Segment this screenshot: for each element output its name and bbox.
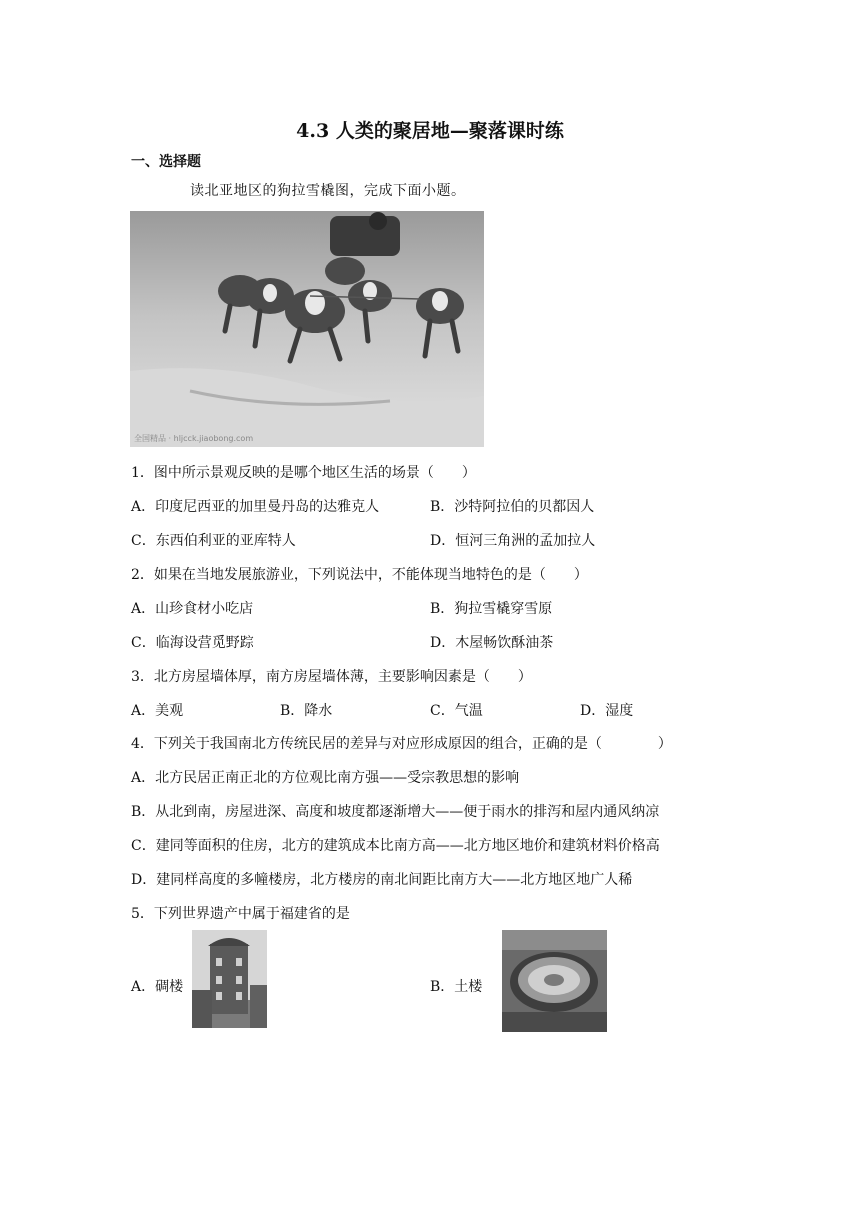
question-5-option-a[interactable]: A．碉楼 <box>131 979 184 995</box>
question-3-stem: 3．北方房屋墙体厚，南方房屋墙体薄，主要影响因素是（ ） <box>131 669 532 685</box>
question-4-option-c[interactable]: C．建同等面积的住房，北方的建筑成本比南方高——北方地区地价和建筑材料价格高 <box>131 838 660 854</box>
question-4-option-b[interactable]: B．从北到南，房屋进深、高度和坡度都逐渐增大——便于雨水的排泻和屋内通风纳凉 <box>131 804 660 820</box>
question-2-option-b[interactable]: B．狗拉雪橇穿雪原 <box>430 601 553 617</box>
question-1-option-c[interactable]: C．东西伯利亚的亚库特人 <box>131 533 296 549</box>
photo-watermark: 全国精品 · hljcck.jiaobong.com <box>134 434 254 443</box>
page-title: 4.3 人类的聚居地—聚落课时练 <box>296 120 564 142</box>
question-4-option-d[interactable]: D．建同样高度的多幢楼房，北方楼房的南北间距比南方大——北方地区地广人稀 <box>131 872 633 888</box>
diaolou-photo <box>192 930 267 1028</box>
intro-text: 读北亚地区的狗拉雪橇图，完成下面小题。 <box>190 183 466 199</box>
section-heading: 一、选择题 <box>131 154 201 170</box>
question-4-stem: 4．下列关于我国南北方传统民居的差异与对应形成原因的组合，正确的是（ ） <box>131 736 672 752</box>
question-5-option-b[interactable]: B．土楼 <box>430 979 483 995</box>
question-5-stem: 5．下列世界遗产中属于福建省的是 <box>131 906 350 922</box>
question-2-option-c[interactable]: C．临海设营觅野踪 <box>131 635 254 651</box>
tulou-photo <box>502 930 607 1032</box>
question-4-option-a[interactable]: A．北方民居正南正北的方位观比南方强——受宗教思想的影响 <box>131 770 520 786</box>
question-3-option-b[interactable]: B．降水 <box>280 703 333 719</box>
question-1-option-d[interactable]: D．恒河三角洲的孟加拉人 <box>430 533 596 549</box>
question-3-option-c[interactable]: C．气温 <box>430 703 483 719</box>
sled-dog-photo <box>130 211 484 447</box>
question-1-option-a[interactable]: A．印度尼西亚的加里曼丹岛的达雅克人 <box>131 499 380 515</box>
question-1-option-b[interactable]: B．沙特阿拉伯的贝都因人 <box>430 499 595 515</box>
question-3-option-d[interactable]: D．湿度 <box>580 703 634 719</box>
question-1-stem: 1．图中所示景观反映的是哪个地区生活的场景（ ） <box>131 465 476 481</box>
question-2-option-d[interactable]: D．木屋畅饮酥油茶 <box>430 635 554 651</box>
question-3-option-a[interactable]: A．美观 <box>131 703 184 719</box>
question-2-option-a[interactable]: A．山珍食材小吃店 <box>131 601 254 617</box>
question-2-stem: 2．如果在当地发展旅游业，下列说法中，不能体现当地特色的是（ ） <box>131 567 588 583</box>
